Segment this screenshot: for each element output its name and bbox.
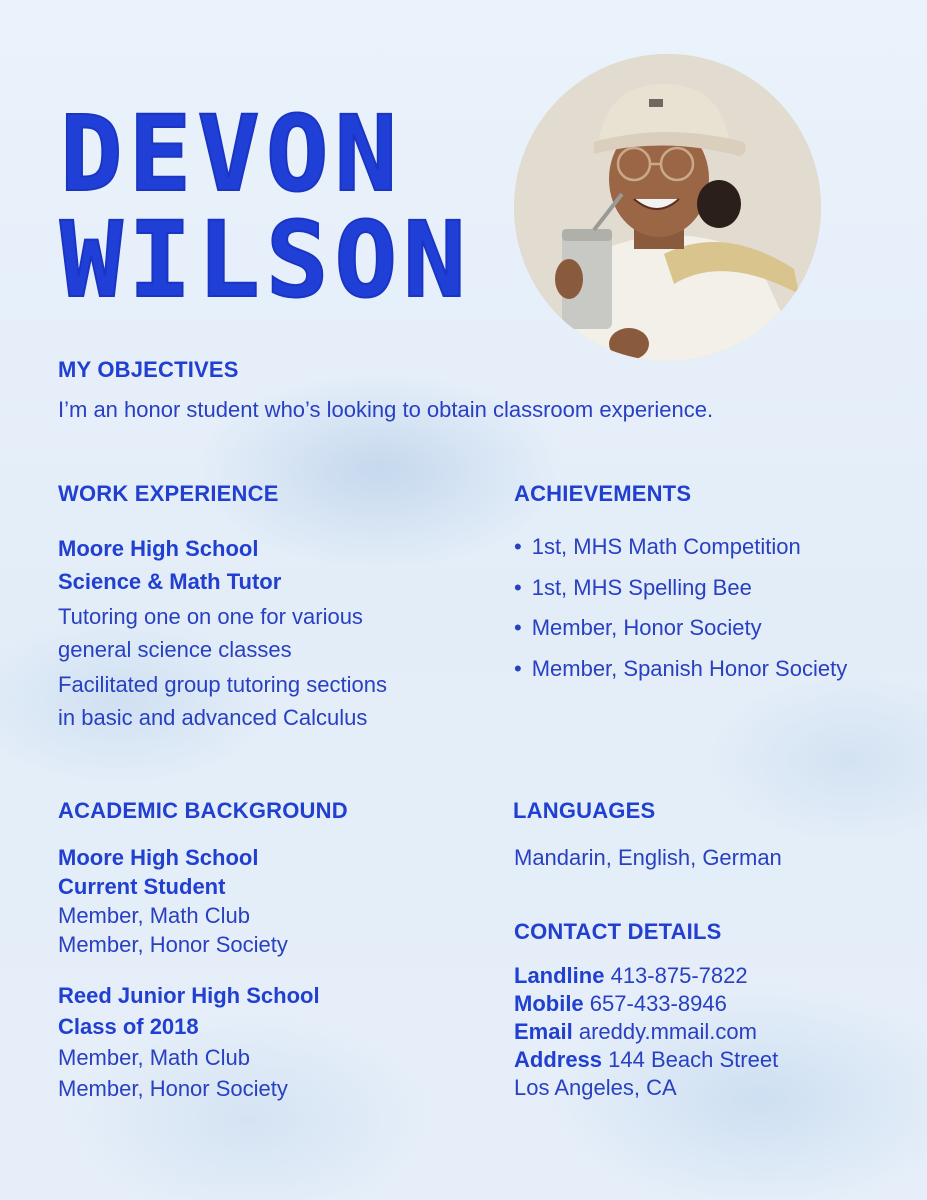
first-name: DEVON <box>60 93 404 215</box>
academic-heading: ACADEMIC BACKGROUND <box>58 798 348 823</box>
school-name: Moore High School <box>58 845 259 870</box>
academic-school-2 <box>58 980 478 1104</box>
address-line-2: Los Angeles, CA <box>514 1075 677 1100</box>
portrait-illustration <box>514 54 821 361</box>
achievement-item: • Member, Spanish Honor Society <box>514 654 914 695</box>
contact-mobile <box>514 990 914 1018</box>
email-value: areddy.mmail.com <box>578 1019 757 1044</box>
work-duty-line: Facilitated group tutoring sections <box>58 672 387 697</box>
languages-text: Mandarin, English, German <box>514 845 782 870</box>
school-activity: Member, Honor Society <box>58 1076 288 1101</box>
achievements-heading: ACHIEVEMENTS <box>514 481 692 506</box>
landline-label: Landline <box>514 963 605 988</box>
academic-school-1 <box>58 843 478 959</box>
achievement-item: • 1st, MHS Spelling Bee <box>514 573 914 614</box>
work-duty-line: in basic and advanced Calculus <box>58 705 368 730</box>
work-role: Science & Math Tutor <box>58 569 282 594</box>
mobile-label: Mobile <box>514 991 584 1016</box>
contact-email <box>514 1018 914 1046</box>
achievement-item: • 1st, MHS Math Competition <box>514 532 914 573</box>
landline-value: 413-875-7822 <box>610 963 748 988</box>
address-line-1: 144 Beach Street <box>608 1047 779 1072</box>
email-label: Email <box>514 1019 573 1044</box>
contact-heading: CONTACT DETAILS <box>514 919 722 944</box>
objectives-text: I’m an honor student who’s looking to obtain classroom experience. <box>58 397 714 422</box>
work-organization: Moore High School <box>58 536 259 561</box>
achievement-item: • Member, Honor Society <box>514 613 914 654</box>
profile-photo <box>514 54 821 361</box>
languages-heading: LANGUAGES <box>513 798 656 823</box>
school-name: Reed Junior High School <box>58 983 320 1008</box>
last-name: WILSON <box>60 199 472 321</box>
contact-landline <box>514 962 914 990</box>
mobile-value: 657-433-8946 <box>589 991 727 1016</box>
work-duty-line: Tutoring one on one for various <box>58 604 363 629</box>
contact-address <box>514 1046 914 1074</box>
school-status: Current Student <box>58 874 226 899</box>
achievements-list <box>514 532 914 694</box>
school-activity: Member, Math Club <box>58 1045 250 1070</box>
objectives-heading: MY OBJECTIVES <box>58 357 239 382</box>
school-activity: Member, Math Club <box>58 903 250 928</box>
work-duty-line: general science classes <box>58 637 292 662</box>
address-label: Address <box>514 1047 603 1072</box>
work-experience-block <box>58 532 478 734</box>
contact-block <box>514 962 914 1102</box>
work-experience-heading: WORK EXPERIENCE <box>58 481 279 506</box>
school-status: Class of 2018 <box>58 1014 199 1039</box>
school-activity: Member, Honor Society <box>58 932 288 957</box>
